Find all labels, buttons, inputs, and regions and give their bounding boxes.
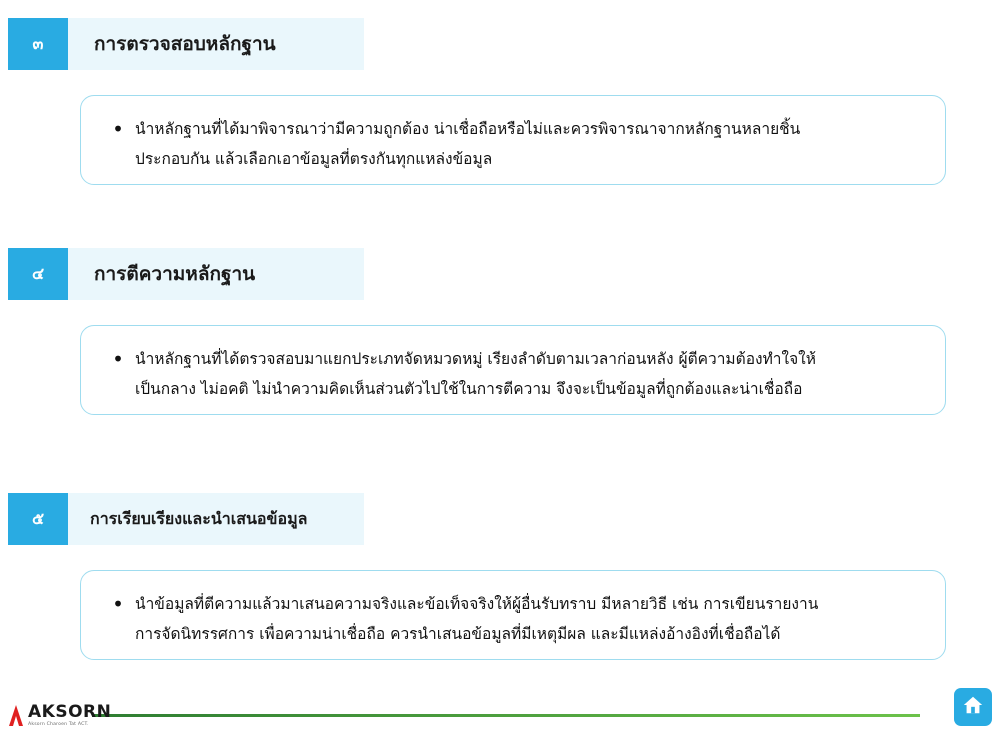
content-card-3 [80, 570, 946, 660]
content-line: นำข้อมูลที่ตีความแล้วมาเสนอความจริงและข้อเท็จจริงให้ผู้อื่นรับทราบ มีหลายวิธี เช่น การเขียนรายงาน [135, 595, 819, 613]
aksorn-logo-name: AKSORN [28, 702, 112, 723]
aksorn-mark-icon [8, 704, 24, 728]
home-icon [962, 694, 984, 720]
aksorn-logo-subtitle: Aksorn Charoen Tat ACT. [28, 722, 89, 728]
section-header-1 [8, 18, 364, 70]
content-line: ประกอบกัน แล้วเลือกเอาข้อมูลที่ตรงกันทุกแหล่งข้อมูล [135, 150, 493, 168]
section-header-2 [8, 248, 364, 300]
section-number-2: ๔ [8, 248, 68, 300]
aksorn-logo-text [28, 704, 111, 728]
content-card-2 [80, 325, 946, 415]
bullet-icon: • [112, 592, 124, 616]
content-card-1 [80, 95, 946, 185]
section-number-3: ๕ [8, 493, 68, 545]
bullet-icon: • [112, 117, 124, 141]
content-text-2 [135, 344, 919, 404]
home-button[interactable] [954, 688, 992, 726]
content-line: การจัดนิทรรศการ เพื่อความน่าเชื่อถือ ควรนำเสนอข้อมูลที่มีเหตุมีผล และมีแหล่งอ้างอิงที่เชื่อถือได้ [135, 625, 781, 643]
section-header-3 [8, 493, 364, 545]
aksorn-logo [8, 704, 111, 728]
content-line: นำหลักฐานที่ได้มาพิจารณาว่ามีความถูกต้อง น่าเชื่อถือหรือไม่และควรพิจารณาจากหลักฐานหลายชิ้น [135, 120, 801, 138]
content-line: นำหลักฐานที่ได้ตรวจสอบมาแยกประเภทจัดหมวดหมู่ เรียงลำดับตามเวลาก่อนหลัง ผู้ตีความต้องทำใจให้ [135, 350, 816, 368]
section-number-1: ๓ [8, 18, 68, 70]
bullet-icon: • [112, 347, 124, 371]
content-text-1 [135, 114, 919, 174]
content-line: เป็นกลาง ไม่อคติ ไม่นำความคิดเห็นส่วนตัวไปใช้ในการตีความ จึงจะเป็นข้อมูลที่ถูกต้องและน่าเชื่อถือ [135, 380, 803, 398]
content-text-3 [135, 589, 919, 649]
section-title-3: การเรียบเรียงและนำเสนอข้อมูล [68, 493, 364, 545]
footer-divider [92, 714, 920, 717]
section-title-1: การตรวจสอบหลักฐาน [68, 18, 364, 70]
section-title-2: การตีความหลักฐาน [68, 248, 364, 300]
